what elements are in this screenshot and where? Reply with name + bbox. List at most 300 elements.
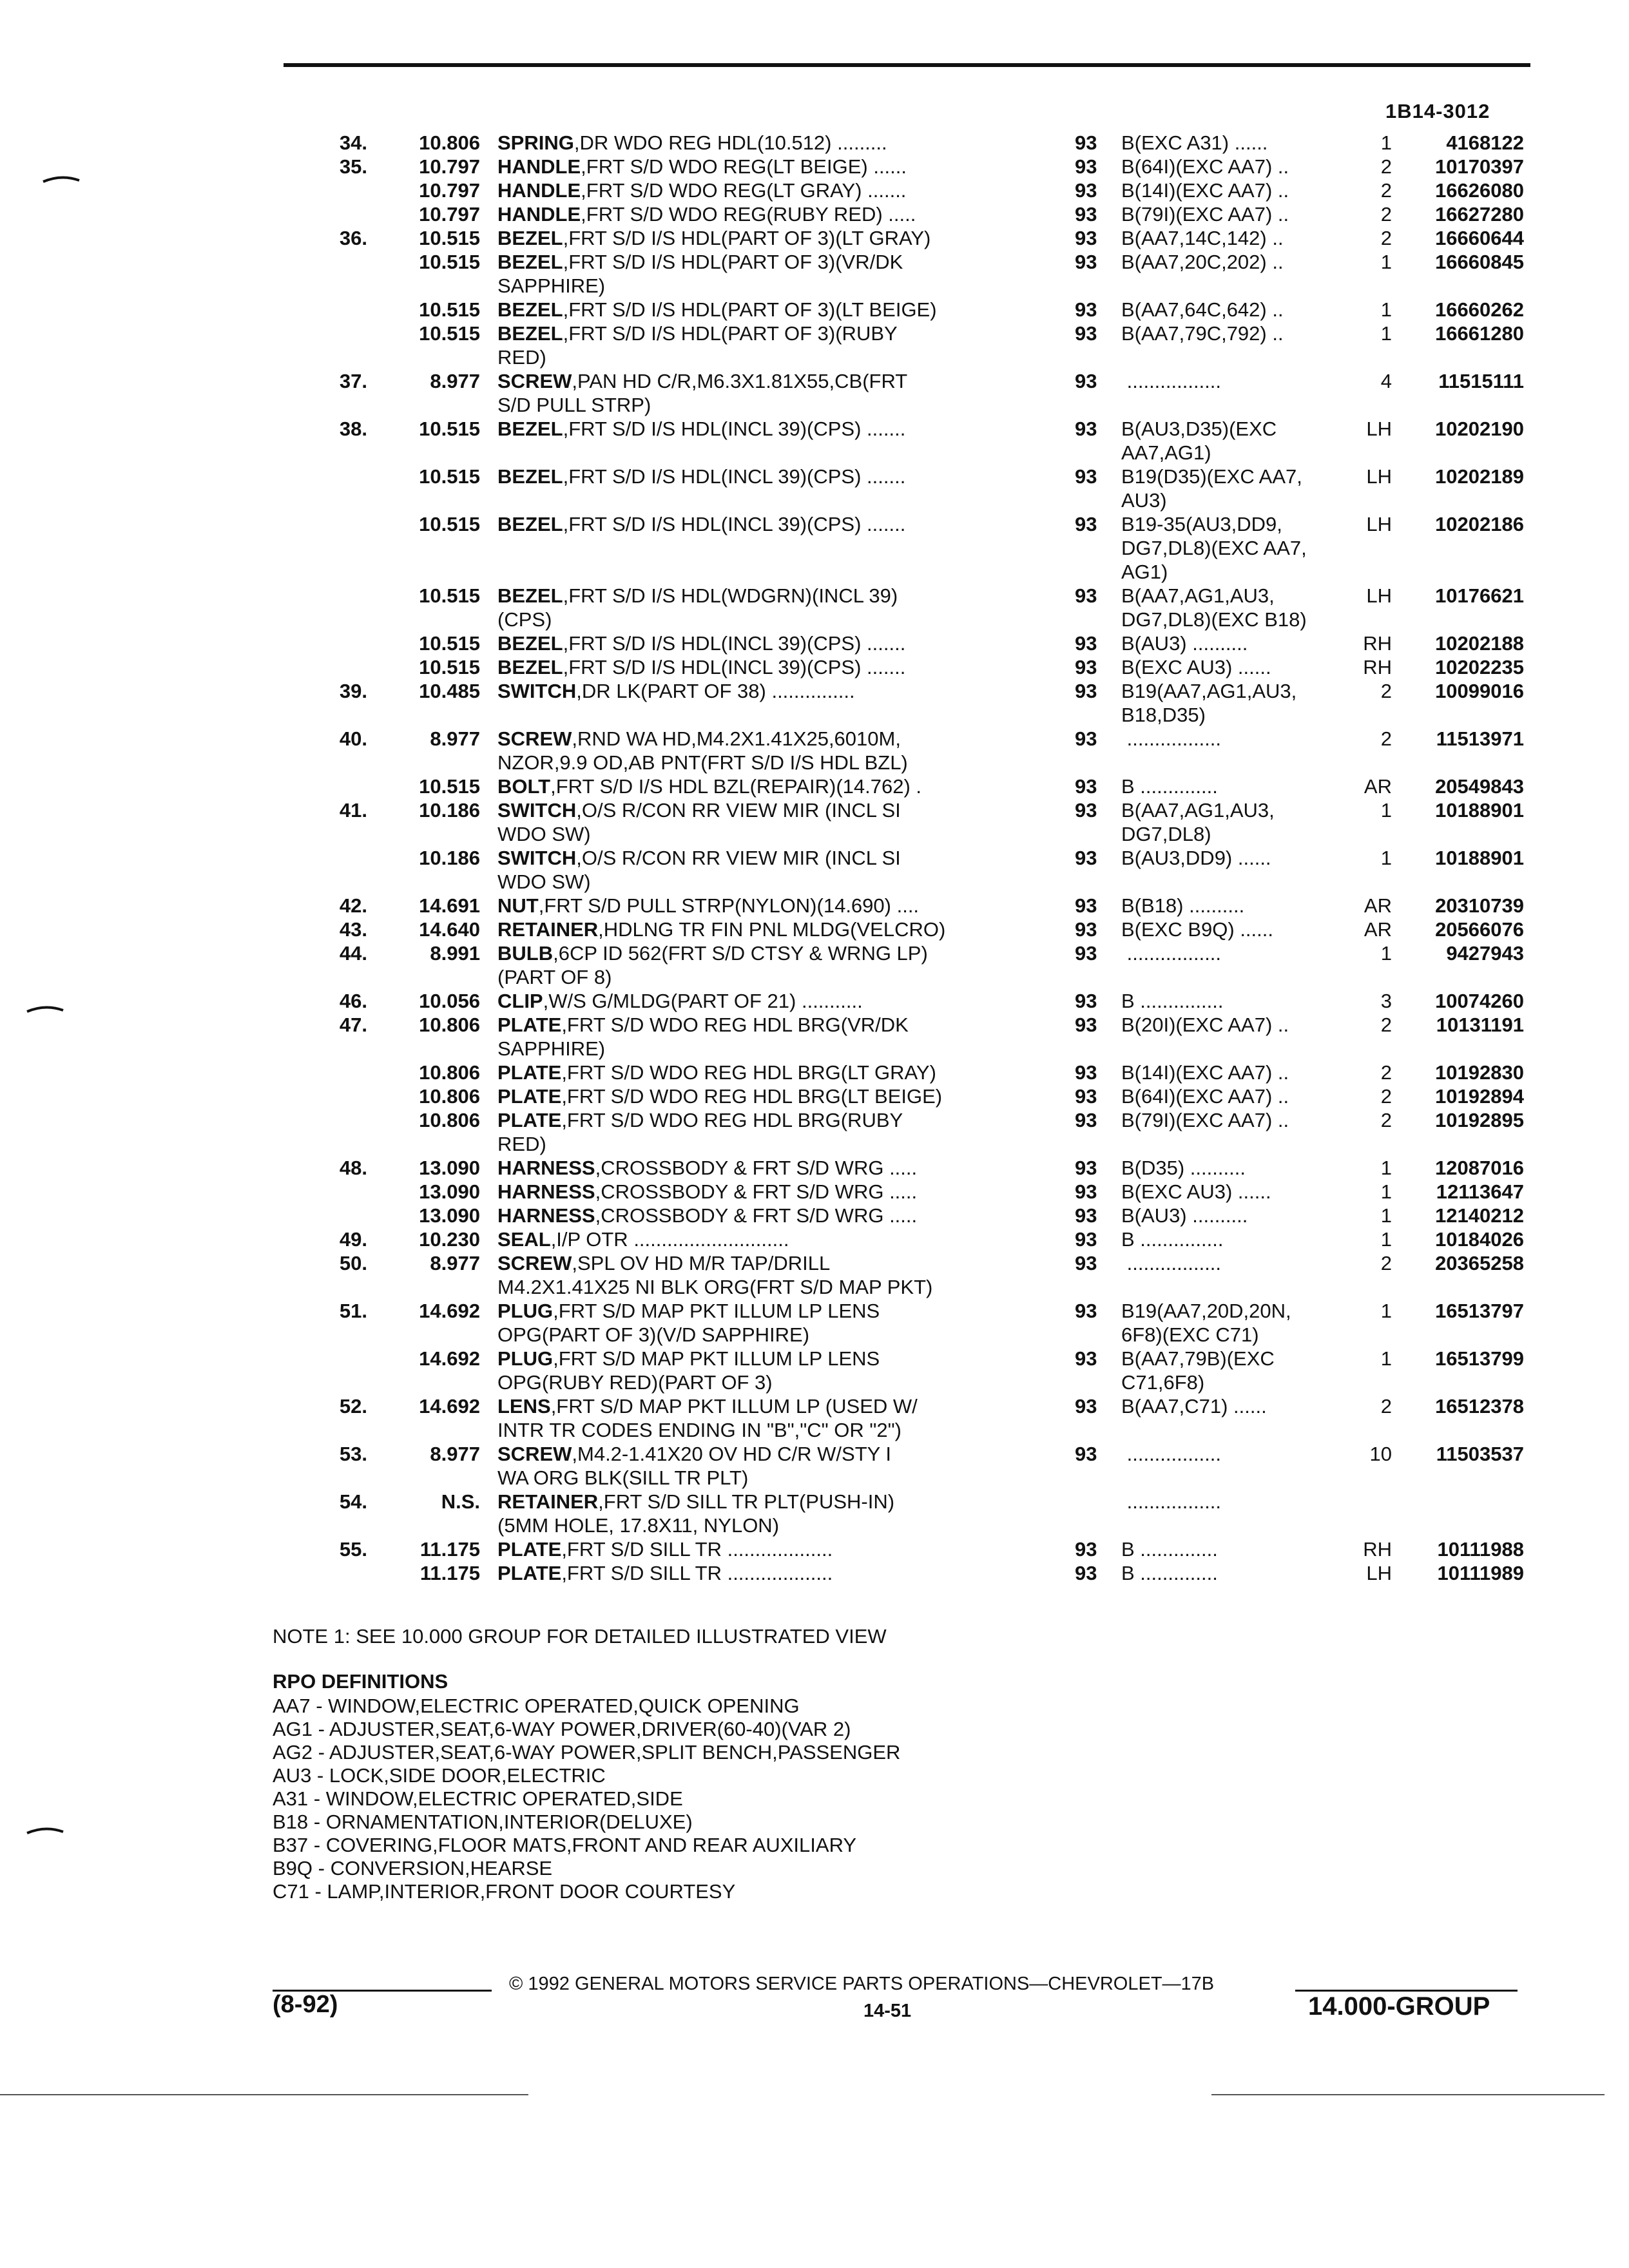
- application: B(EXC B9Q) ......: [1121, 918, 1273, 941]
- description: [497, 870, 1026, 894]
- part-number: 10192830: [1435, 1061, 1524, 1084]
- application: B(AA7,C71) ......: [1121, 1395, 1267, 1418]
- table-row: [0, 1084, 1629, 1108]
- description: [497, 727, 1026, 751]
- part-name: RETAINER: [497, 918, 599, 941]
- leader-dots: .......: [861, 513, 906, 535]
- description-text: ,FRT S/D I/S HDL(PART OF 3)(LT BEIGE): [563, 298, 937, 321]
- part-name: HARNESS: [497, 1180, 595, 1203]
- top-rule: [284, 63, 1530, 67]
- model-year: 93: [1075, 1204, 1097, 1227]
- quantity: 2: [1380, 155, 1392, 178]
- description-text: ,M4.2-1.41X20 OV HD C/R W/STY I: [572, 1443, 891, 1465]
- part-name: BULB: [497, 942, 554, 965]
- table-row: [0, 178, 1629, 202]
- table-row: [0, 1370, 1629, 1394]
- group-number: 10.515: [419, 251, 480, 273]
- part-name: PLATE: [497, 1061, 562, 1084]
- description-text: ,FRT S/D MAP PKT ILLUM LP LENS: [553, 1300, 880, 1322]
- part-number: 16513799: [1435, 1347, 1524, 1370]
- description: [497, 393, 1026, 417]
- description: [497, 631, 1026, 655]
- description: [497, 1180, 1026, 1204]
- model-year: 93: [1075, 680, 1097, 702]
- table-row: [0, 1442, 1629, 1466]
- model-year: 93: [1075, 1061, 1097, 1084]
- description: [497, 1204, 1026, 1227]
- description-text: ,CROSSBODY & FRT S/D WRG: [595, 1157, 884, 1179]
- description: [497, 1394, 1026, 1418]
- group-number: 14.691: [419, 894, 480, 917]
- quantity: RH: [1363, 656, 1392, 678]
- quantity: 2: [1380, 1252, 1392, 1274]
- part-number: 16627280: [1435, 203, 1524, 226]
- application: B ...............: [1121, 1228, 1224, 1251]
- group-number: 10.515: [419, 656, 480, 678]
- group-number: 10.186: [419, 799, 480, 822]
- rpo-definition: AA7 - WINDOW,ELECTRIC OPERATED,QUICK OPENING: [273, 1695, 800, 1717]
- description: [497, 202, 1026, 226]
- quantity: 1: [1380, 1180, 1392, 1203]
- description-text: ,FRT S/D I/S HDL(PART OF 3)(VR/DK: [563, 251, 903, 273]
- footer-copyright: © 1992 GENERAL MOTORS SERVICE PARTS OPERATIONS—CHEVROLET—17B: [509, 1974, 1215, 1994]
- model-year: 93: [1075, 799, 1097, 822]
- description-text: ,RND WA HD,M4.2X1.41X25,6010M,: [572, 727, 901, 750]
- table-row: [0, 1156, 1629, 1180]
- table-row: [0, 274, 1629, 298]
- part-number: 10202190: [1435, 418, 1524, 440]
- part-name: BEZEL: [497, 418, 563, 440]
- table-row: [0, 751, 1629, 774]
- table-row: [0, 322, 1629, 345]
- application: .................: [1121, 1252, 1222, 1274]
- description: [497, 941, 1026, 965]
- part-name: BEZEL: [497, 465, 563, 488]
- part-number: 10202188: [1435, 632, 1524, 655]
- description-text: WDO SW): [497, 870, 591, 893]
- rpo-definition: C71 - LAMP,INTERIOR,FRONT DOOR COURTESY: [273, 1880, 736, 1903]
- description: [497, 774, 1026, 798]
- application: B(EXC AU3) ......: [1121, 656, 1271, 678]
- description-text: ,DR WDO REG HDL(10.512): [574, 131, 832, 154]
- group-number: 10.797: [419, 179, 480, 202]
- description: [497, 512, 1026, 536]
- part-number: 16660262: [1435, 298, 1524, 321]
- table-row: [0, 345, 1629, 369]
- description-text: INTR TR CODES ENDING IN "B","C" OR "2"): [497, 1419, 901, 1441]
- description-text: ,FRT S/D I/S HDL(INCL 39)(CPS): [563, 418, 862, 440]
- model-year: 93: [1075, 322, 1097, 345]
- part-name: HANDLE: [497, 179, 581, 202]
- ref-number: 52.: [339, 1395, 367, 1418]
- part-name: BEZEL: [497, 632, 563, 655]
- leader-dots: ...............: [766, 680, 855, 702]
- part-number: 16661280: [1435, 322, 1524, 345]
- rpo-definition: AG2 - ADJUSTER,SEAT,6-WAY POWER,SPLIT BENCH,PASSENGER: [273, 1741, 901, 1763]
- group-number: 13.090: [419, 1204, 480, 1227]
- table-row: [0, 655, 1629, 679]
- table-row: [0, 1132, 1629, 1156]
- quantity: AR: [1364, 918, 1392, 941]
- description: [497, 679, 1026, 703]
- description-text: ,FRT S/D I/S HDL(INCL 39)(CPS): [563, 656, 862, 678]
- model-year: 93: [1075, 1228, 1097, 1251]
- model-year: 93: [1075, 1180, 1097, 1203]
- model-year: 93: [1075, 1395, 1097, 1418]
- table-row: [0, 369, 1629, 393]
- part-number: 11515111: [1438, 370, 1524, 392]
- model-year: 93: [1075, 1014, 1097, 1036]
- description: [497, 131, 1026, 155]
- ref-number: 39.: [339, 680, 367, 702]
- description: [497, 1013, 1026, 1037]
- table-row: [0, 1275, 1629, 1299]
- group-number: 10.515: [419, 322, 480, 345]
- part-number: 10170397: [1435, 155, 1524, 178]
- rpo-definition: B9Q - CONVERSION,HEARSE: [273, 1857, 553, 1879]
- model-year: 93: [1075, 1252, 1097, 1274]
- leader-dots: .....: [882, 203, 916, 226]
- ref-number: 47.: [339, 1014, 367, 1036]
- application: C71,6F8): [1121, 1371, 1205, 1394]
- group-number: 10.806: [419, 131, 480, 154]
- table-row: [0, 1466, 1629, 1490]
- description: [497, 1442, 1026, 1466]
- ref-number: 35.: [339, 155, 367, 178]
- application: B(64I)(EXC AA7) ..: [1121, 155, 1289, 178]
- application: B ..............: [1121, 1562, 1218, 1584]
- model-year: 93: [1075, 203, 1097, 226]
- leader-dots: .: [910, 775, 922, 798]
- part-name: PLUG: [497, 1300, 554, 1322]
- description: [497, 298, 1026, 322]
- description: [497, 608, 1026, 631]
- description-text: ,FRT S/D WDO REG HDL BRG(LT GRAY): [561, 1061, 936, 1084]
- description-text: (5MM HOLE, 17.8X11, NYLON): [497, 1514, 780, 1537]
- description: [497, 1347, 1026, 1370]
- quantity: 1: [1380, 1228, 1392, 1251]
- quantity: 10: [1369, 1443, 1392, 1465]
- model-year: 93: [1075, 775, 1097, 798]
- rpo-definition: B37 - COVERING,FLOOR MATS,FRONT AND REAR AUXILIARY: [273, 1834, 857, 1856]
- description-text: ,FRT S/D WDO REG HDL BRG(LT BEIGE): [561, 1085, 943, 1108]
- group-number: 10.515: [419, 298, 480, 321]
- application: AG1): [1121, 561, 1168, 583]
- binder-mark-bottom: [26, 1827, 64, 1836]
- table-row: [0, 846, 1629, 870]
- application: .................: [1121, 1443, 1222, 1465]
- part-number: 10202235: [1435, 656, 1524, 678]
- quantity: 1: [1380, 942, 1392, 965]
- group-number: 10.797: [419, 203, 480, 226]
- ref-number: 50.: [339, 1252, 367, 1274]
- model-year: 93: [1075, 131, 1097, 154]
- model-year: 93: [1075, 632, 1097, 655]
- group-number: 14.692: [419, 1300, 480, 1322]
- leader-dots: ...................: [721, 1538, 833, 1561]
- description: [497, 1084, 1026, 1108]
- part-name: HANDLE: [497, 155, 581, 178]
- model-year: 93: [1075, 298, 1097, 321]
- part-name: CLIP: [497, 990, 543, 1012]
- ref-number: 36.: [339, 227, 367, 249]
- application: B19(AA7,20D,20N,: [1121, 1300, 1291, 1322]
- application: B(AU3) ..........: [1121, 632, 1248, 655]
- part-number: 10202186: [1435, 513, 1524, 535]
- table-row: [0, 536, 1629, 560]
- group-number: 10.806: [419, 1085, 480, 1108]
- description-text: ,FRT S/D I/S HDL(INCL 39)(CPS): [563, 632, 862, 655]
- application: B ...............: [1121, 990, 1224, 1012]
- group-number: 8.977: [430, 1443, 480, 1465]
- application: B(D35) ..........: [1121, 1157, 1246, 1179]
- ref-number: 55.: [339, 1538, 367, 1561]
- table-row: [0, 1561, 1629, 1585]
- part-number: 10176621: [1435, 584, 1524, 607]
- rpo-definition: AG1 - ADJUSTER,SEAT,6-WAY POWER,DRIVER(60-40)(VAR 2): [273, 1718, 851, 1740]
- leader-dots: ............................: [628, 1228, 789, 1251]
- table-row: [0, 965, 1629, 989]
- description: [497, 1132, 1026, 1156]
- part-name: LENS: [497, 1395, 551, 1418]
- table-row: [0, 1204, 1629, 1227]
- table-row: [0, 131, 1629, 155]
- ref-number: 54.: [339, 1490, 367, 1513]
- table-row: [0, 679, 1629, 703]
- description-text: RED): [497, 346, 546, 369]
- application: B(AU3) ..........: [1121, 1204, 1248, 1227]
- model-year: 93: [1075, 155, 1097, 178]
- application: B(14I)(EXC AA7) ..: [1121, 1061, 1289, 1084]
- leader-dots: .....: [883, 1180, 918, 1203]
- quantity: 1: [1380, 1204, 1392, 1227]
- application: B19-35(AU3,DD9,: [1121, 513, 1282, 535]
- model-year: 93: [1075, 1157, 1097, 1179]
- description-text: ,FRT S/D WDO REG HDL BRG(VR/DK: [561, 1014, 909, 1036]
- table-row: [0, 488, 1629, 512]
- group-number: 13.090: [419, 1180, 480, 1203]
- footer-date: (8-92): [273, 1991, 338, 2018]
- leader-dots: ....: [891, 894, 920, 917]
- description-text: OPG(PART OF 3)(V/D SAPPHIRE): [497, 1323, 810, 1346]
- description: [497, 1156, 1026, 1180]
- description-text: WDO SW): [497, 823, 591, 845]
- group-number: 11.175: [419, 1562, 480, 1584]
- description: [497, 417, 1026, 441]
- part-number: 16626080: [1435, 179, 1524, 202]
- description: [497, 1275, 1026, 1299]
- ref-number: 37.: [339, 370, 367, 392]
- application: B(EXC A31) ......: [1121, 131, 1268, 154]
- table-row: [0, 1037, 1629, 1061]
- table-row: [0, 894, 1629, 918]
- ref-number: 38.: [339, 418, 367, 440]
- ref-number: 42.: [339, 894, 367, 917]
- application: .................: [1121, 942, 1222, 965]
- group-number: 14.640: [419, 918, 480, 941]
- group-number: 10.485: [419, 680, 480, 702]
- quantity: 1: [1380, 1157, 1392, 1179]
- model-year: 93: [1075, 918, 1097, 941]
- part-name: BEZEL: [497, 227, 563, 249]
- part-name: BEZEL: [497, 251, 563, 273]
- table-row: [0, 1347, 1629, 1370]
- description: [497, 1514, 1026, 1537]
- application: AU3): [1121, 489, 1167, 512]
- group-number: 10.515: [419, 513, 480, 535]
- table-row: [0, 441, 1629, 465]
- note-text: NOTE 1: SEE 10.000 GROUP FOR DETAILED ILLUSTRATED VIEW: [273, 1625, 887, 1648]
- quantity: 2: [1380, 680, 1392, 702]
- table-row: [0, 822, 1629, 846]
- description: [497, 822, 1026, 846]
- part-name: PLATE: [497, 1014, 562, 1036]
- quantity: 1: [1380, 298, 1392, 321]
- part-number: 12113647: [1436, 1180, 1524, 1203]
- table-row: [0, 1227, 1629, 1251]
- description-text: ,FRT S/D I/S HDL(WDGRN)(INCL 39): [563, 584, 898, 607]
- description-text: ,FRT S/D WDO REG(LT BEIGE): [581, 155, 868, 178]
- part-name: NUT: [497, 894, 539, 917]
- description-text: WA ORG BLK(SILL TR PLT): [497, 1466, 749, 1489]
- part-number: 20365258: [1435, 1252, 1524, 1274]
- part-number: 10099016: [1435, 680, 1524, 702]
- leader-dots: .........: [831, 131, 887, 154]
- quantity: RH: [1363, 632, 1392, 655]
- description: [497, 1108, 1026, 1132]
- part-number: 20549843: [1435, 775, 1524, 798]
- model-year: 93: [1075, 847, 1097, 869]
- ref-number: 49.: [339, 1228, 367, 1251]
- bottom-edge-left: [0, 2094, 528, 2095]
- model-year: 93: [1075, 465, 1097, 488]
- table-row: [0, 870, 1629, 894]
- table-row: [0, 989, 1629, 1013]
- part-name: SCREW: [497, 1252, 572, 1274]
- quantity: LH: [1366, 418, 1392, 440]
- part-name: HARNESS: [497, 1204, 595, 1227]
- part-name: SCREW: [497, 1443, 572, 1465]
- part-number: 20566076: [1435, 918, 1524, 941]
- group-number: 10.186: [419, 847, 480, 869]
- ref-number: 44.: [339, 942, 367, 965]
- part-name: PLUG: [497, 1347, 554, 1370]
- part-name: BEZEL: [497, 656, 563, 678]
- application: .................: [1121, 370, 1222, 392]
- application: 6F8)(EXC C71): [1121, 1323, 1259, 1346]
- table-row: [0, 250, 1629, 274]
- application: B(20I)(EXC AA7) ..: [1121, 1014, 1289, 1036]
- ref-number: 46.: [339, 990, 367, 1012]
- group-number: 10.515: [419, 584, 480, 607]
- description: [497, 345, 1026, 369]
- application: DG7,DL8)(EXC B18): [1121, 608, 1307, 631]
- group-number: 14.692: [419, 1347, 480, 1370]
- description: [497, 465, 1026, 488]
- part-number: 10192894: [1435, 1085, 1524, 1108]
- description-text: ,FRT S/D WDO REG HDL BRG(RUBY: [561, 1109, 903, 1131]
- description-text: M4.2X1.41X25 NI BLK ORG(FRT S/D MAP PKT): [497, 1276, 933, 1298]
- description: [497, 226, 1026, 250]
- description: [497, 965, 1026, 989]
- part-name: BEZEL: [497, 298, 563, 321]
- rpo-definition: AU3 - LOCK,SIDE DOOR,ELECTRIC: [273, 1764, 606, 1787]
- part-name: BEZEL: [497, 322, 563, 345]
- description: [497, 155, 1026, 178]
- application: B(AU3,D35)(EXC: [1121, 418, 1277, 440]
- table-row: [0, 774, 1629, 798]
- application: B(14I)(EXC AA7) ..: [1121, 179, 1289, 202]
- table-row: [0, 1251, 1629, 1275]
- description-text: ,6CP ID 562(FRT S/D CTSY & WRNG LP): [553, 942, 928, 965]
- application: B(AU3,DD9) ......: [1121, 847, 1271, 869]
- group-number: 10.056: [419, 990, 480, 1012]
- description: [497, 1061, 1026, 1084]
- rpo-definitions-list: [273, 1695, 900, 1903]
- part-name: BOLT: [497, 775, 551, 798]
- application: B19(D35)(EXC AA7,: [1121, 465, 1302, 488]
- group-number: 10.806: [419, 1061, 480, 1084]
- model-year: 93: [1075, 990, 1097, 1012]
- application: AA7,AG1): [1121, 441, 1211, 464]
- part-name: BEZEL: [497, 513, 563, 535]
- group-number: 10.515: [419, 418, 480, 440]
- quantity: RH: [1363, 1538, 1392, 1561]
- application: DG7,DL8)(EXC AA7,: [1121, 537, 1307, 559]
- model-year: 93: [1075, 513, 1097, 535]
- model-year: 93: [1075, 727, 1097, 750]
- part-number: 10188901: [1435, 847, 1524, 869]
- description-text: ,SPL OV HD M/R TAP/DRILL: [572, 1252, 831, 1274]
- application: DG7,DL8): [1121, 823, 1211, 845]
- part-number: 16513797: [1435, 1300, 1524, 1322]
- table-row: [0, 1418, 1629, 1442]
- part-name: SWITCH: [497, 799, 577, 822]
- part-name: RETAINER: [497, 1490, 599, 1513]
- description-text: (CPS): [497, 608, 552, 631]
- quantity: 1: [1380, 847, 1392, 869]
- application: B(AA7,AG1,AU3,: [1121, 799, 1275, 822]
- group-number: N.S.: [441, 1490, 480, 1513]
- table-row: [0, 584, 1629, 608]
- description-text: ,O/S R/CON RR VIEW MIR (INCL SI: [576, 799, 901, 822]
- description-text: SAPPHIRE): [497, 274, 606, 297]
- group-number: 10.806: [419, 1109, 480, 1131]
- application: B(64I)(EXC AA7) ..: [1121, 1085, 1289, 1108]
- application: B(AA7,79C,792) ..: [1121, 322, 1284, 345]
- part-number: 10184026: [1435, 1228, 1524, 1251]
- quantity: 1: [1380, 1300, 1392, 1322]
- description-text: RED): [497, 1133, 546, 1155]
- application: B(AA7,AG1,AU3,: [1121, 584, 1275, 607]
- description-text: ,FRT S/D SILL TR: [561, 1538, 722, 1561]
- table-row: [0, 393, 1629, 417]
- part-name: SEAL: [497, 1228, 551, 1251]
- group-number: 11.175: [419, 1538, 480, 1561]
- group-number: 10.515: [419, 227, 480, 249]
- application: B(B18) ..........: [1121, 894, 1245, 917]
- table-row: [0, 1537, 1629, 1561]
- quantity: 1: [1380, 131, 1392, 154]
- description-text: ,DR LK(PART OF 38): [576, 680, 766, 702]
- group-number: 8.991: [430, 942, 480, 965]
- description: [497, 1561, 1026, 1585]
- table-row: [0, 1323, 1629, 1347]
- model-year: 93: [1075, 1300, 1097, 1322]
- application: B ..............: [1121, 775, 1218, 798]
- part-number: 10192895: [1435, 1109, 1524, 1131]
- part-name: PLATE: [497, 1538, 562, 1561]
